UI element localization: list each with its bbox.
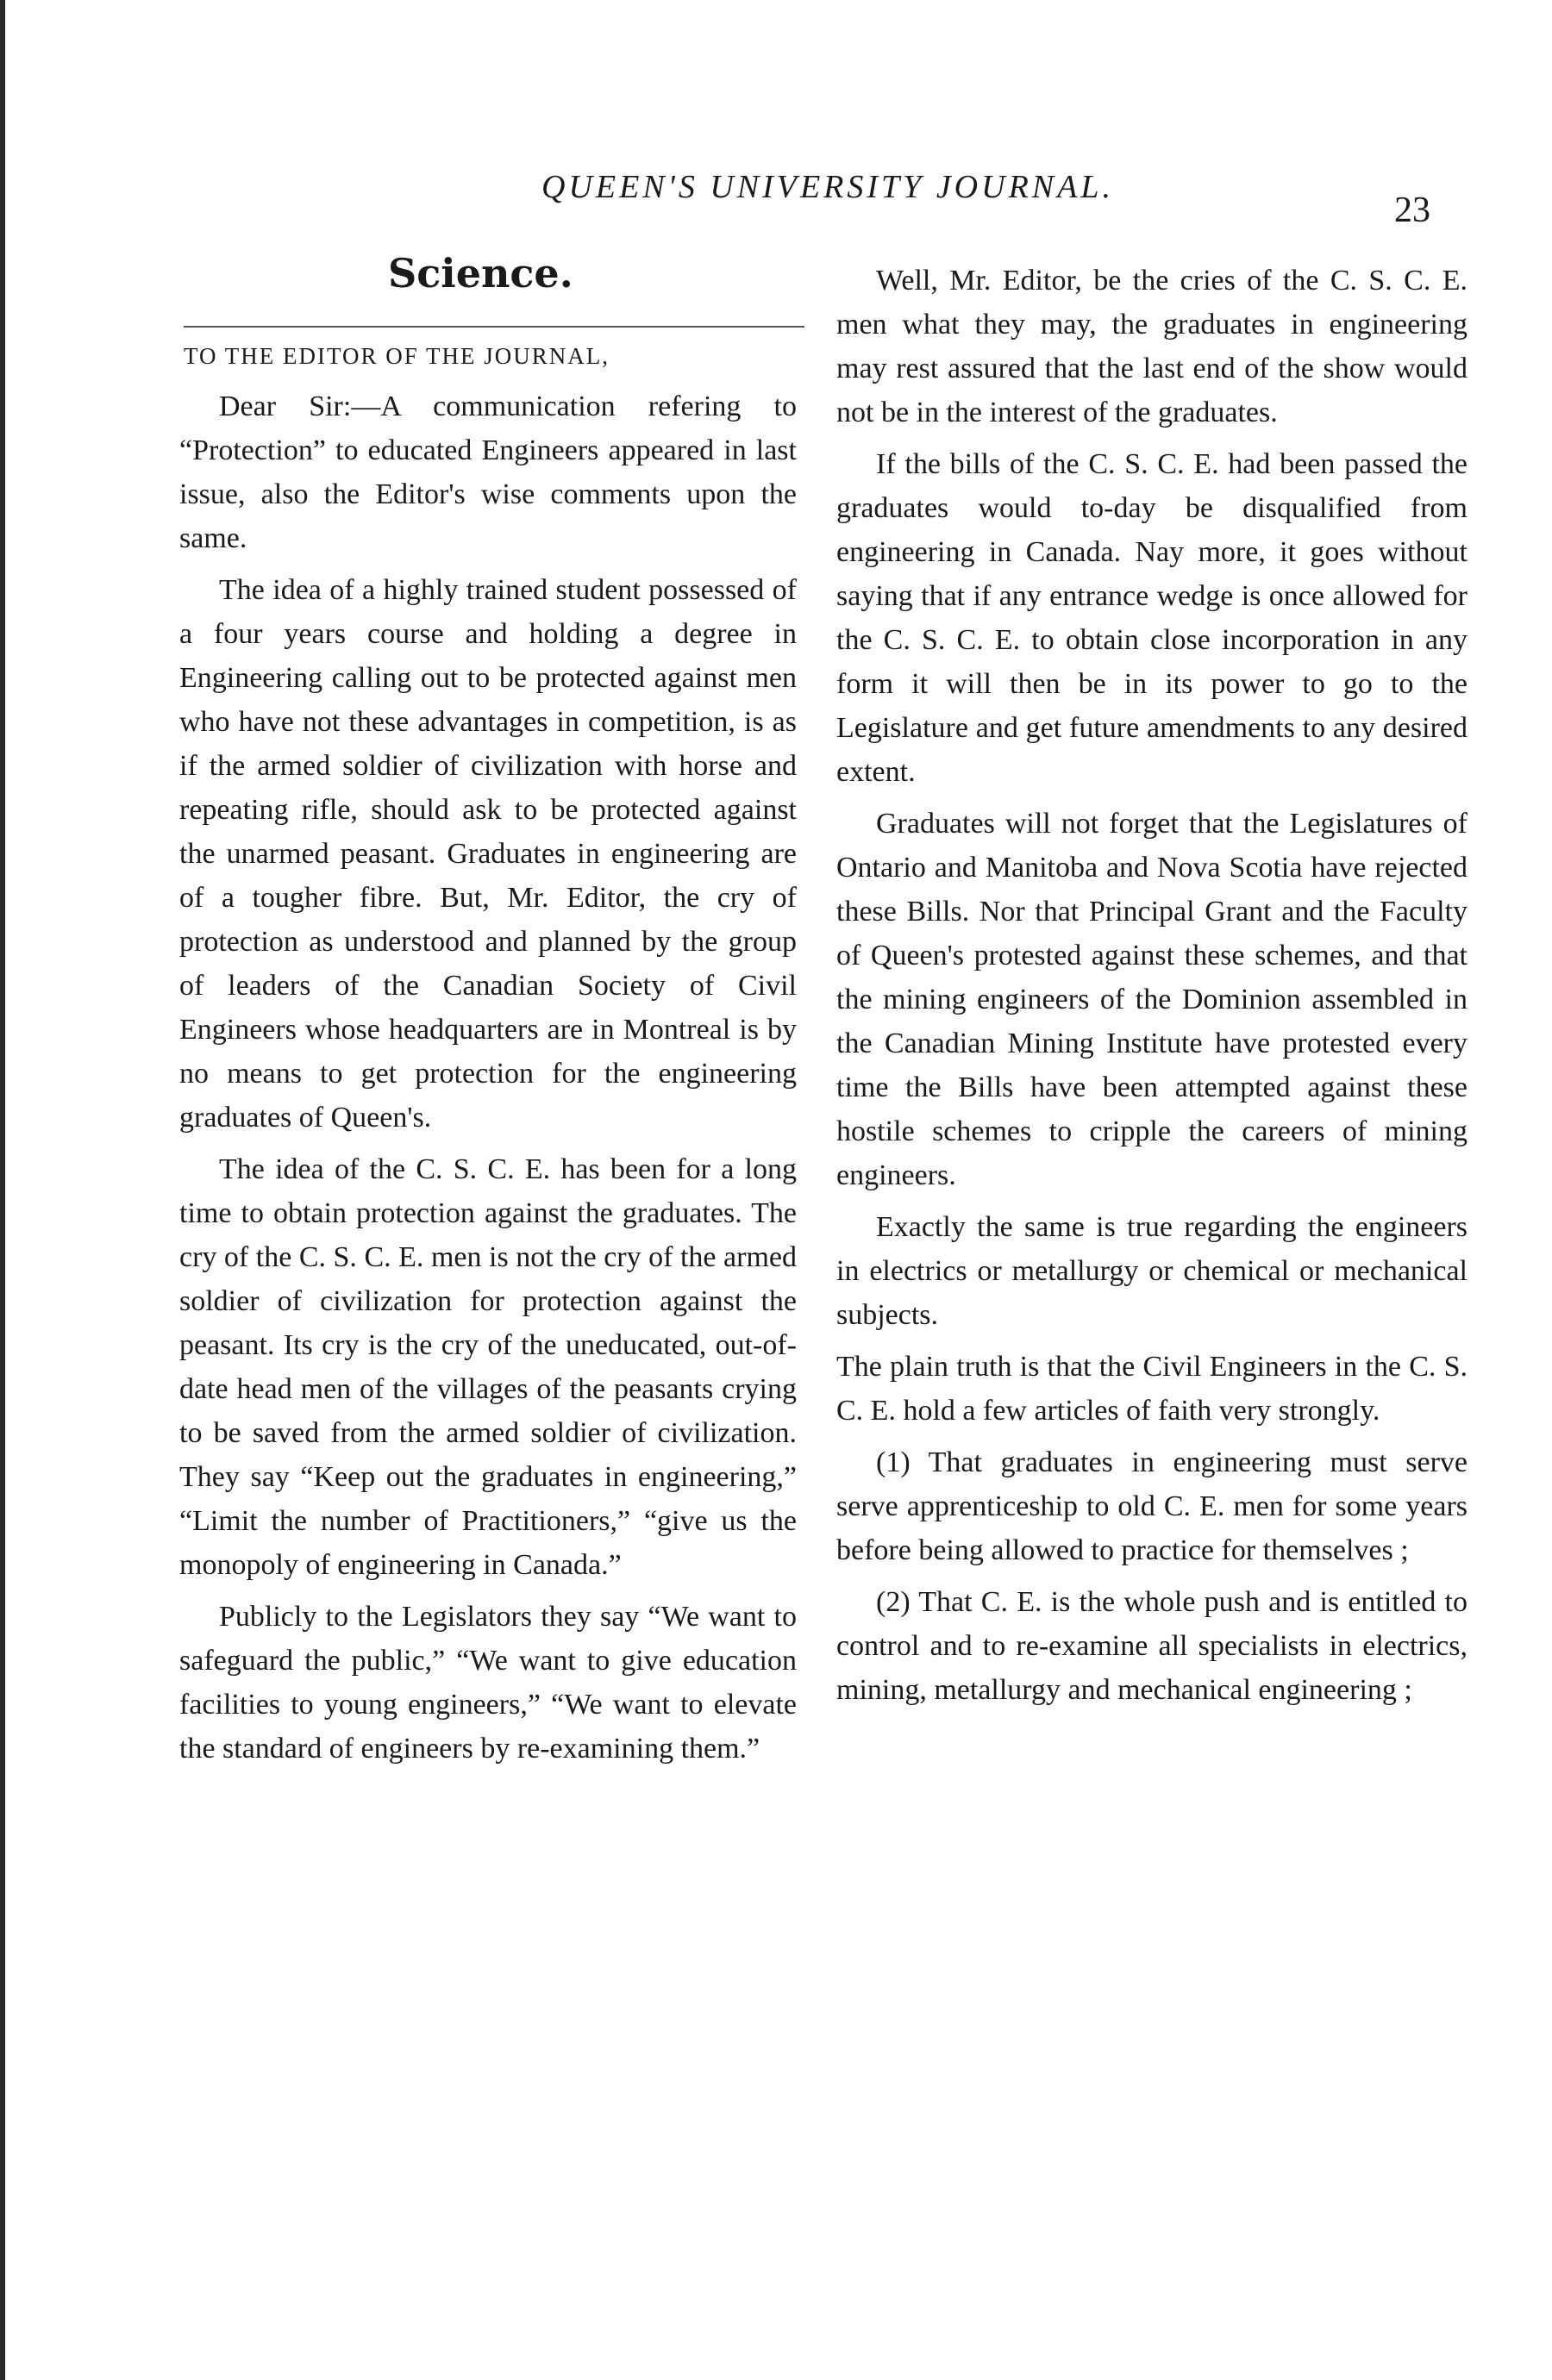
paragraph: If the bills of the C. S. C. E. had been passed the graduates would to-day be disqualified from engineering in Canada. Nay more, it goes without saying that if any entrance wedge is once allowed for the C. S. C. E. to obtain close incorporation in any form it will then be in its power to go to the Legislature and get future amendments to any desired extent. — [836, 448, 1468, 788]
paragraph: The idea of the C. S. C. E. has been for a long time to obtain protection against the graduates. The cry of the C. S. C. E. men is not the cry of the armed soldier of civilization for protection against the peasant. Its cry is the cry of the uneducated, out-of-date head men of the villages of the peasants crying to be saved from the armed soldier of civilization. They say “Keep out the graduates in engineering,” “Limit the number of Practitioners,” “give us the monopoly of engineering in Canada.” — [179, 1153, 797, 1581]
paragraph: (2) That C. E. is the whole push and is entitled to control and to re-examine all specialists in electrics, mining, metallurgy and mechanical engineering ; — [836, 1586, 1468, 1706]
paragraph: Well, Mr. Editor, be the cries of the C. S. C. E. men what they may, the graduates in engineering may rest assured that the last end of the show would not be in the interest of the graduates. — [836, 265, 1468, 428]
page-number: 23 — [1394, 191, 1430, 230]
addressee-line: TO THE EDITOR OF THE JOURNAL, — [184, 343, 610, 369]
paragraph: (1) That graduates in engineering must serve serve apprenticeship to old C. E. men for some years before being allowed to practice for themselves ; — [836, 1446, 1468, 1566]
paragraph: The plain truth is that the Civil Engineers in the C. S. C. E. hold a few articles of faith very strongly. — [836, 1351, 1468, 1427]
running-head: QUEEN'S UNIVERSITY JOURNAL. — [541, 169, 1114, 205]
paragraph: The idea of a highly trained student possessed of a four years course and holding a degree in Engineering calling out to be protected against men who have not these advantages in competition, is as if the armed soldier of civilization with horse and repeating rifle, should ask to be protected against the unarmed peasant. Graduates in engineering are of a tougher fibre. But, Mr. Editor, the cry of protection as understood and planned by the group of leaders of the Canadian Society of Civil Engineers whose headquarters are in Montreal is by no means to get protection for the engineering graduates of Queen's. — [179, 574, 797, 1134]
paragraph: Exactly the same is true regarding the engineers in electrics or metallurgy or chemical or mechanical subjects. — [836, 1211, 1468, 1331]
paragraph: Publicly to the Legislators they say “We want to safeguard the public,” “We want to give education facilities to young engineers,” “We want to elevate the standard of engineers by re-examining them.” — [179, 1601, 797, 1765]
right-column — [836, 259, 1468, 1720]
section-title: Science. — [388, 250, 573, 297]
paragraph: Dear Sir:—A communication refering to “Protection” to educated Engineers appeared in last issue, also the Editor's wise comments upon the same. — [179, 390, 797, 554]
page-edge — [0, 0, 5, 2380]
paragraph: Graduates will not forget that the Legislatures of Ontario and Manitoba and Nova Scotia have rejected these Bills. Nor that Principal Grant and the Faculty of Queen's protested against these schemes, and that the mining engineers of the Dominion assembled in the Canadian Mining Institute have protested every time the Bills have been attempted against these hostile schemes to cripple the careers of mining engineers. — [836, 808, 1468, 1191]
title-rule — [184, 326, 804, 328]
left-column — [179, 384, 797, 1778]
